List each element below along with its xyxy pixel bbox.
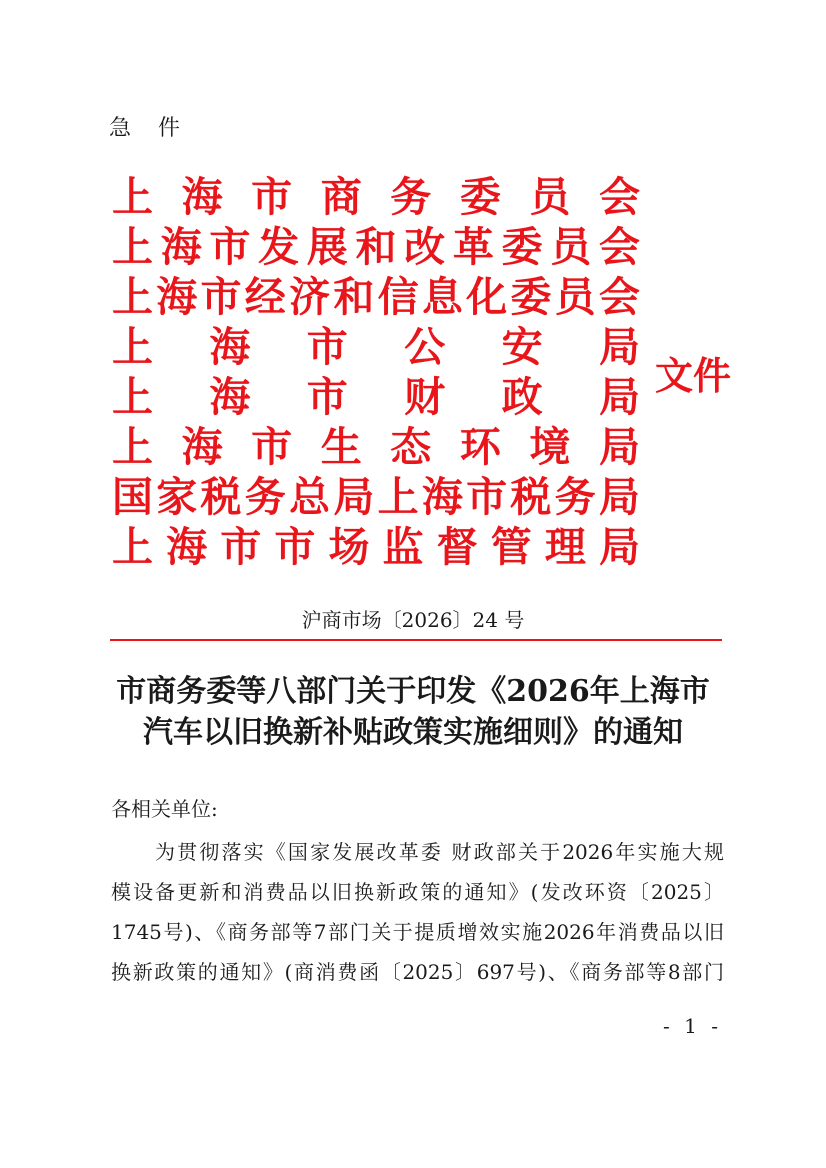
issuer-character: 上	[112, 323, 153, 371]
page-number: - 1 -	[663, 1014, 722, 1038]
issuer-commerce-commission	[112, 172, 640, 222]
issuer-development-reform-commission	[112, 222, 640, 272]
issuer-character: 海	[209, 323, 251, 371]
issuer-character: 安	[501, 323, 543, 371]
issuer-character: 市	[220, 523, 262, 571]
issuer-character: 环	[459, 423, 501, 471]
issuer-character: 经	[244, 273, 286, 321]
issuer-character: 委	[501, 223, 543, 271]
issuer-character: 务	[244, 473, 286, 521]
issuer-character: 市	[306, 373, 348, 421]
issuer-character: 革	[452, 223, 494, 271]
document-title	[100, 671, 726, 753]
issuer-character: 场	[328, 523, 370, 571]
body-line: 换新政策的通知》(商消费函〔2025〕697号)、《商务部等8部门	[111, 960, 724, 984]
issuer-character: 市	[251, 423, 293, 471]
issuer-character: 市	[200, 273, 242, 321]
issuer-character: 上	[112, 423, 153, 471]
issuer-character: 会	[598, 173, 640, 221]
issuer-character: 市	[306, 323, 348, 371]
issuer-character: 海	[160, 223, 202, 271]
urgency-label: 急 件	[109, 116, 190, 141]
issuer-character: 海	[166, 523, 208, 571]
body-paragraph	[111, 832, 724, 992]
issuer-character: 公	[404, 323, 446, 371]
issuer-public-security-bureau	[112, 322, 640, 372]
issuer-character: 上	[112, 223, 153, 271]
issuer-character: 务	[390, 173, 432, 221]
issuer-character: 发	[258, 223, 300, 271]
issuer-character: 息	[421, 273, 463, 321]
issuer-character: 税	[510, 473, 552, 521]
issuer-character: 海	[209, 373, 251, 421]
issuer-character: 和	[333, 273, 375, 321]
issuer-character: 境	[529, 423, 571, 471]
issuer-character: 改	[404, 223, 446, 271]
issuer-character: 和	[355, 223, 397, 271]
issuer-character: 督	[436, 523, 478, 571]
issuer-character: 局	[598, 423, 640, 471]
issuer-character: 态	[390, 423, 432, 471]
issuer-character: 务	[554, 473, 596, 521]
issuer-character: 海	[181, 423, 223, 471]
issuer-character: 财	[404, 373, 446, 421]
issuer-character: 员	[550, 223, 592, 271]
issuer-market-supervision-bureau	[112, 522, 640, 572]
issuer-tax-bureau	[112, 472, 640, 522]
issuer-character: 委	[510, 273, 552, 321]
body-line: 1745号)、《商务部等7部门关于提质增效实施2026年消费品以旧	[111, 920, 724, 944]
issuer-character: 商	[320, 173, 362, 221]
issuer-economy-informatization-commission	[112, 272, 640, 322]
issuer-character: 市	[209, 223, 251, 271]
issuer-character: 家	[156, 473, 198, 521]
issuer-character: 管	[490, 523, 532, 571]
issuer-character: 委	[459, 173, 501, 221]
issuer-character: 济	[289, 273, 331, 321]
issuer-character: 市	[466, 473, 508, 521]
issuer-character: 局	[333, 473, 375, 521]
issuing-departments	[112, 172, 640, 572]
body-line: 为贯彻落实《国家发展改革委 财政部关于2026年实施大规	[155, 840, 724, 864]
issuer-character: 上	[112, 373, 153, 421]
issuer-finance-bureau	[112, 372, 640, 422]
issuer-character: 理	[544, 523, 586, 571]
body-line: 模设备更新和消费品以旧换新政策的通知》(发改环资〔2025〕	[111, 880, 724, 904]
issuer-character: 信	[377, 273, 419, 321]
document-title-line-2: 汽车以旧换新补贴政策实施细则》的通知	[143, 715, 683, 750]
issuer-character: 局	[598, 323, 640, 371]
issuer-character: 化	[466, 273, 508, 321]
issuer-character: 员	[554, 273, 596, 321]
issuer-character: 市	[251, 173, 293, 221]
issuer-character: 局	[598, 523, 640, 571]
issuer-character: 员	[529, 173, 571, 221]
issuer-character: 海	[156, 273, 198, 321]
issuer-character: 会	[598, 273, 640, 321]
document-suffix: 文件	[655, 354, 732, 398]
document-title-line-1: 市商务委等八部门关于印发《2026年上海市	[116, 674, 710, 709]
issuer-character: 局	[598, 373, 640, 421]
issuer-character: 上	[112, 523, 153, 571]
issuer-character: 上	[112, 173, 153, 221]
salutation: 各相关单位:	[111, 797, 218, 821]
issuer-character: 总	[289, 473, 331, 521]
issuer-ecology-environment-bureau	[112, 422, 640, 472]
issuer-character: 政	[501, 373, 543, 421]
red-divider-line	[110, 639, 722, 641]
issuer-character: 上	[377, 473, 419, 521]
issuer-character: 局	[598, 473, 640, 521]
issuer-character: 上	[112, 273, 153, 321]
issuer-character: 海	[421, 473, 463, 521]
document-number: 沪商市场〔2026〕24 号	[301, 608, 525, 632]
issuer-character: 市	[274, 523, 316, 571]
issuer-character: 展	[306, 223, 348, 271]
issuer-character: 税	[200, 473, 242, 521]
issuer-character: 监	[382, 523, 424, 571]
issuer-character: 会	[598, 223, 640, 271]
issuer-character: 国	[112, 473, 153, 521]
issuer-character: 海	[181, 173, 223, 221]
issuer-character: 生	[320, 423, 362, 471]
